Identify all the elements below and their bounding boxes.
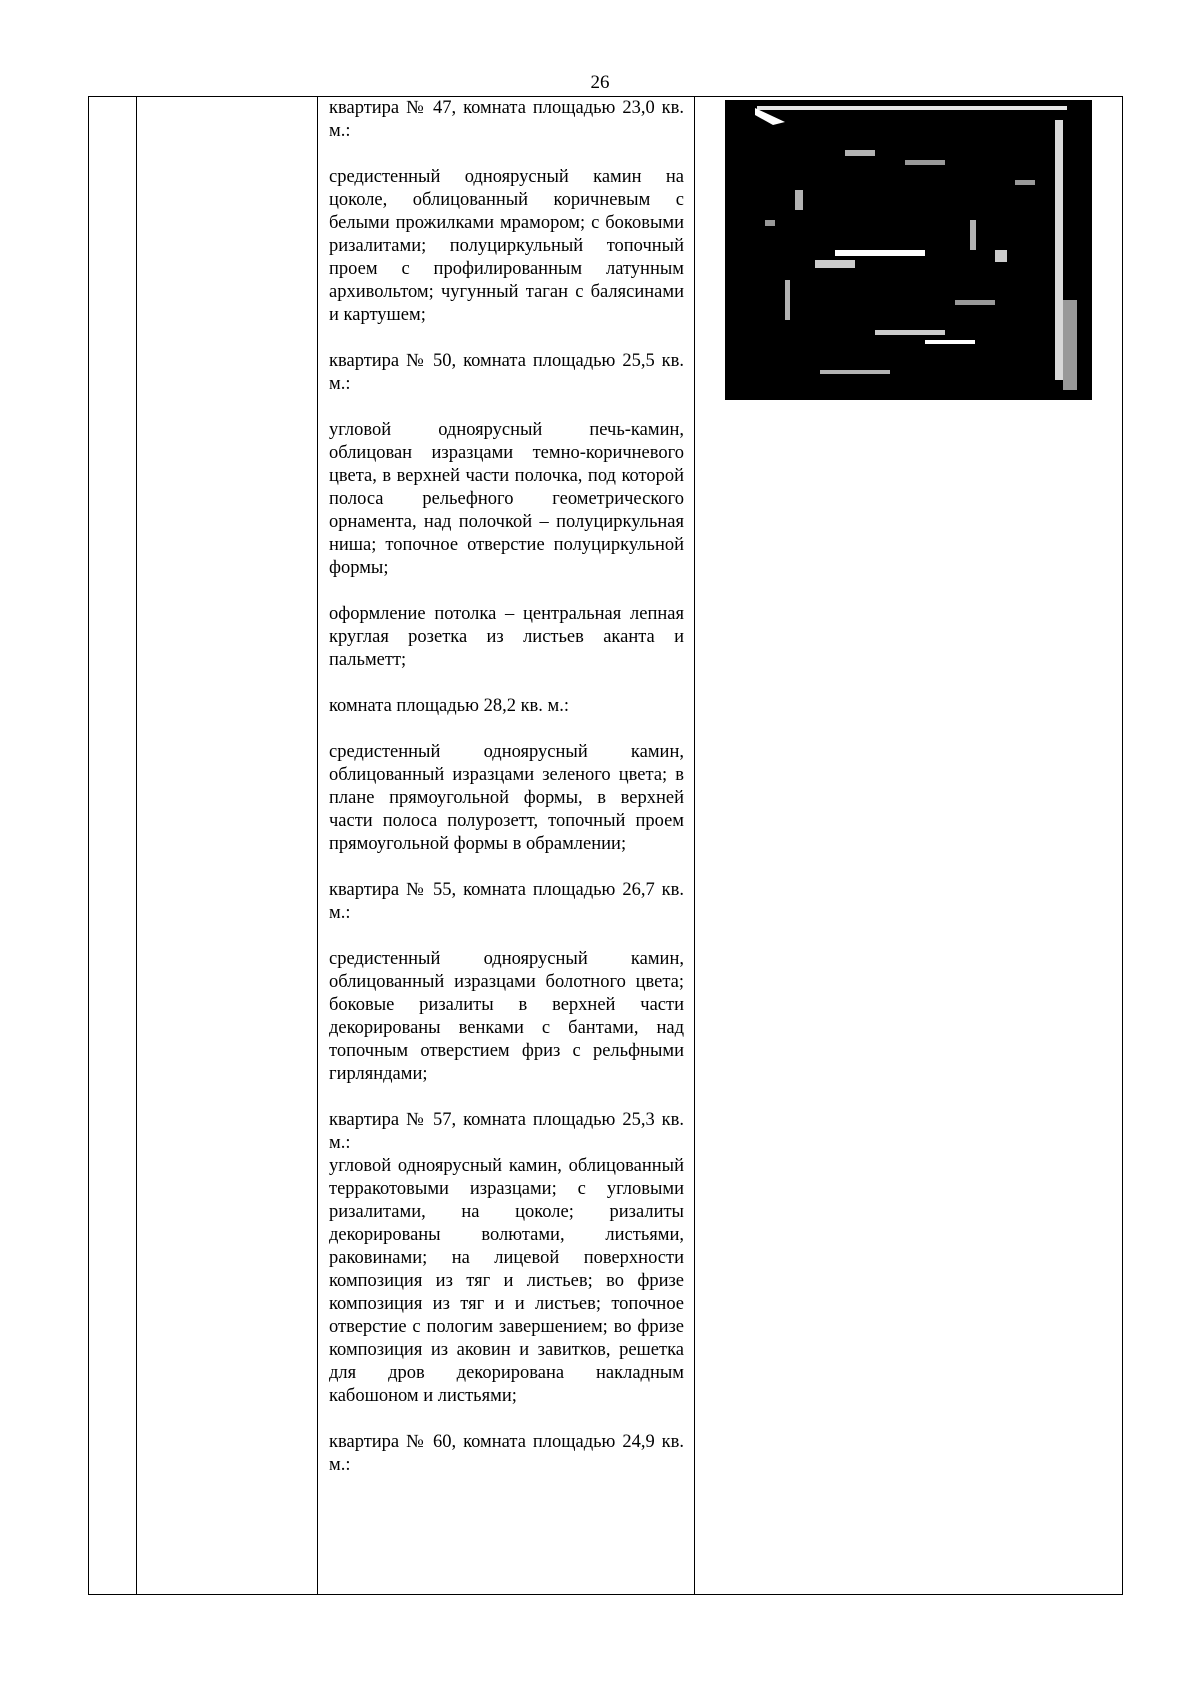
- paragraph: квартира № 50, комната площадью 25,5 кв. м.:: [329, 351, 684, 394]
- paragraph: средистенный одноярусный камин, облицованный изразцами зеленого цвета; в плане прямоугольной формы, в верхней части полоса полурозетт, топочный проем прямоугольной формы в обрамлении;: [329, 742, 684, 854]
- page-number: 26: [590, 72, 610, 93]
- paragraph: квартира № 60, комната площадью 24,9 кв. м.:: [329, 1432, 684, 1475]
- paragraph: угловой одноярусный камин, облицованный терракотовыми изразцами; с угловыми ризалитами, на цоколе; ризалиты декорированы волютами, листьями, раковинами; на лицевой поверхности композиция из тяг и листьев; во фризе композиция из тяг и и листьев; топочное отверстие с пологим завершением; во фризе композиция из аковин и завитков, решетка для дров декорирована накладным кабошоном и листьями;: [329, 1156, 684, 1406]
- paragraph: квартира № 57, комната площадью 25,3 кв. м.:: [329, 1110, 684, 1153]
- paragraph: средистенный одноярусный камин на цоколе, облицованный коричневым с белыми прожилками мрамором; с боковыми ризалитами; полуциркульный топочный проем с профилированным латунным архивольтом; чугунный таган с балясинами и картушем;: [329, 167, 684, 325]
- description-cell: [329, 97, 684, 1500]
- paragraph: оформление потолка – центральная лепная круглая розетка из листьев аканта и пальметт;: [329, 604, 684, 670]
- paragraph: комната площадью 28,2 кв. м.:: [329, 696, 570, 716]
- fireplace-photo: [725, 100, 1092, 400]
- column-divider: [136, 97, 137, 1594]
- paragraph: угловой одноярусный печь-камин, облицован изразцами темно-коричневого цвета, в верхней части полочка, под которой полоса рельефного геометрического орнамента, над полочкой – полуциркульная ниша; топочное отверстие полуциркульной формы;: [329, 420, 684, 578]
- column-divider: [317, 97, 318, 1594]
- paragraph: средистенный одноярусный камин, облицованный изразцами болотного цвета; боковые ризалиты в верхней части декорированы венками с бантами, над топочным отверстием фриз с рельфными гирляндами;: [329, 949, 684, 1084]
- paragraph: квартира № 47, комната площадью 23,0 кв. м.:: [329, 98, 684, 141]
- column-divider: [694, 97, 695, 1594]
- paragraph: квартира № 55, комната площадью 26,7 кв. м.:: [329, 880, 684, 923]
- table: [88, 96, 1123, 1595]
- photo-image: [725, 100, 1092, 400]
